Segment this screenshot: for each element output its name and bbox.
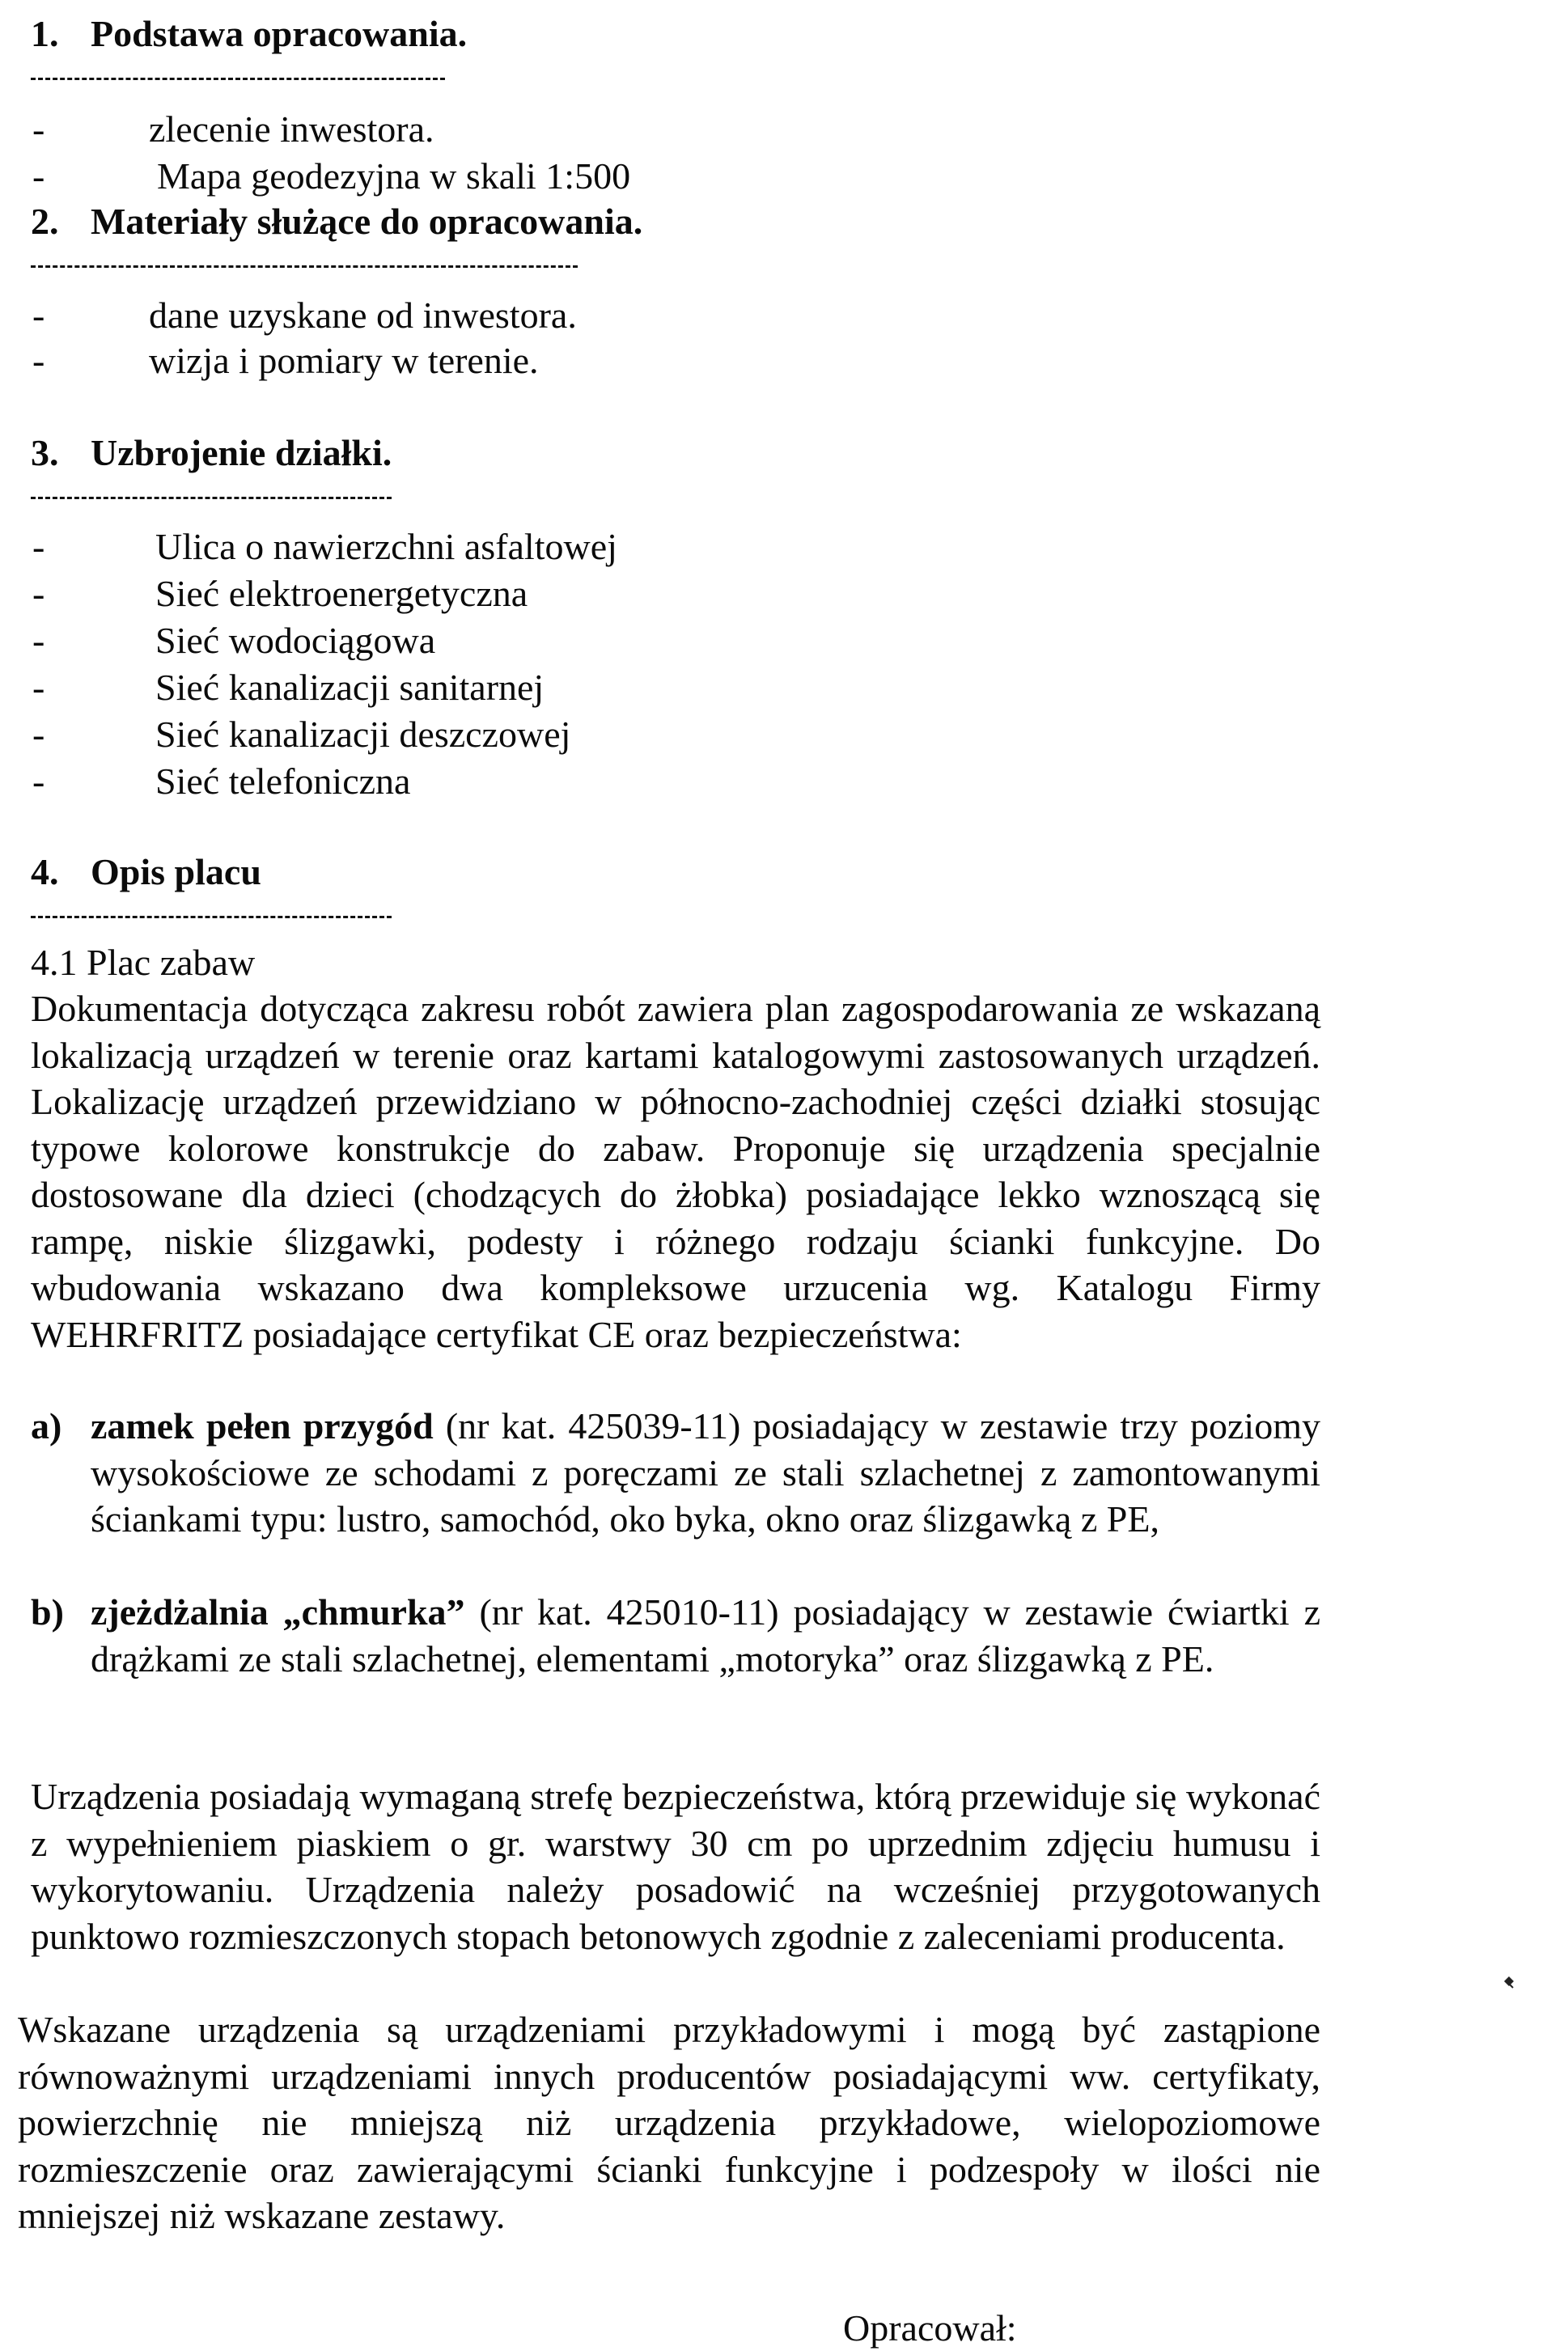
- equipment-item: [91, 1589, 1320, 1682]
- list-marker: a): [31, 1405, 62, 1447]
- list-marker: b): [31, 1591, 64, 1633]
- replacement-paragraph: Wskazane urządzenia są urządzeniami przykładowymi i mogą być zastąpione równoważnymi urządzeniami innych producentów posiadającymi ww. certyfikaty, powierzchnię nie mniejszą niż urządzenia przykładowe, wielopoziomowe rozmieszczenie oraz zawierającymi ścianki funkcyjne i podzespoły w ilości nie mniejszej niż wskazane zestawy.: [18, 2009, 1320, 2236]
- list-dash: -: [32, 714, 45, 755]
- signature-label: Opracował:: [843, 2307, 1017, 2349]
- intro-paragraph: Dokumentacja dotycząca zakresu robót zawiera plan zagospodarowania ze wskazaną lokalizacją urządzeń w terenie oraz kartami katalogowymi zastosowanych urządzeń. Lokalizację urządzeń przewidziano w północno-zachodniej części działki stosując typowe kolorowe konstrukcje do zabaw. Proponuje się urządzenia specjalnie dostosowane dla dzieci (chodzących do żłobka) posiadające lekko wznoszącą się rampę, niskie ślizgawki, podesty i różnego rodzaju ścianki funkcyjne. Do wbudowania wskazano dwa kompleksowe urzucenia wg. Katalogu Firmy WEHRFRITZ posiadające certyfikat CE oraz bezpieczeństwa:: [31, 988, 1320, 1355]
- list-dash: -: [32, 294, 45, 336]
- list-dash: -: [32, 620, 45, 661]
- section-number: 1.: [31, 13, 59, 54]
- stray-mark: [1502, 1974, 1516, 1989]
- equipment-name: zamek pełen przygód: [91, 1405, 434, 1447]
- equipment-description: (nr kat. 425039-11) posiadający w zestawie trzy poziomy wysokościowe ze schodami z poręczami ze stali szlachetnej z zamontowanymi ściankami typu: lustro, samochód, oko byka, okno oraz ślizgawką z PE,: [91, 1405, 1320, 1540]
- list-dash: -: [32, 667, 45, 708]
- section-title: Materiały służące do opracowania.: [91, 201, 643, 242]
- equipment-name: zjeżdżalnia „chmurka”: [91, 1591, 465, 1633]
- section-number: 4.: [31, 851, 59, 892]
- list-item: Sieć wodociągowa: [155, 620, 436, 661]
- list-dash: -: [32, 760, 45, 802]
- heading-underline: [31, 265, 578, 268]
- list-dash: -: [32, 155, 45, 197]
- list-item: Sieć kanalizacji deszczowej: [155, 714, 571, 755]
- section-title: Podstawa opracowania.: [91, 13, 468, 54]
- heading-underline: [31, 78, 445, 80]
- list-item: Sieć telefoniczna: [155, 760, 411, 802]
- list-item: Sieć elektroenergetyczna: [155, 573, 528, 614]
- list-dash: -: [32, 526, 45, 567]
- list-item: Ulica o nawierzchni asfaltowej: [155, 526, 617, 567]
- list-item: Sieć kanalizacji sanitarnej: [155, 667, 545, 708]
- section-title: Uzbrojenie działki.: [91, 432, 392, 473]
- section-number: 3.: [31, 432, 59, 473]
- section-number: 2.: [31, 201, 59, 242]
- equipment-description: (nr kat. 425010-11) posiadający w zestawie ćwiartki z drążkami ze stali szlachetnej, elementami „motoryka” oraz ślizgawką z PE.: [91, 1591, 1321, 1680]
- list-dash: -: [32, 340, 45, 381]
- list-item: dane uzyskane od inwestora.: [149, 294, 577, 336]
- list-dash: -: [32, 108, 45, 150]
- subsection-title: 4.1 Plac zabaw: [31, 942, 256, 983]
- list-item: Mapa geodezyjna w skali 1:500: [157, 155, 631, 197]
- heading-underline: [31, 916, 392, 918]
- list-item: zlecenie inwestora.: [149, 108, 434, 150]
- section-title: Opis placu: [91, 851, 261, 892]
- heading-underline: [31, 497, 392, 499]
- list-item: wizja i pomiary w terenie.: [149, 340, 539, 381]
- equipment-item: [91, 1403, 1320, 1543]
- safety-paragraph: Urządzenia posiadają wymaganą strefę bezpieczeństwa, którą przewiduje się wykonać z wypełnieniem piaskiem o gr. warstwy 30 cm po uprzednim zdjęciu humusu i wykorytowaniu. Urządzenia należy posadowić na wcześniej przygotowanych punktowo rozmieszczonych stopach betonowych zgodnie z zaleceniami producenta.: [31, 1776, 1320, 1957]
- list-dash: -: [32, 573, 45, 614]
